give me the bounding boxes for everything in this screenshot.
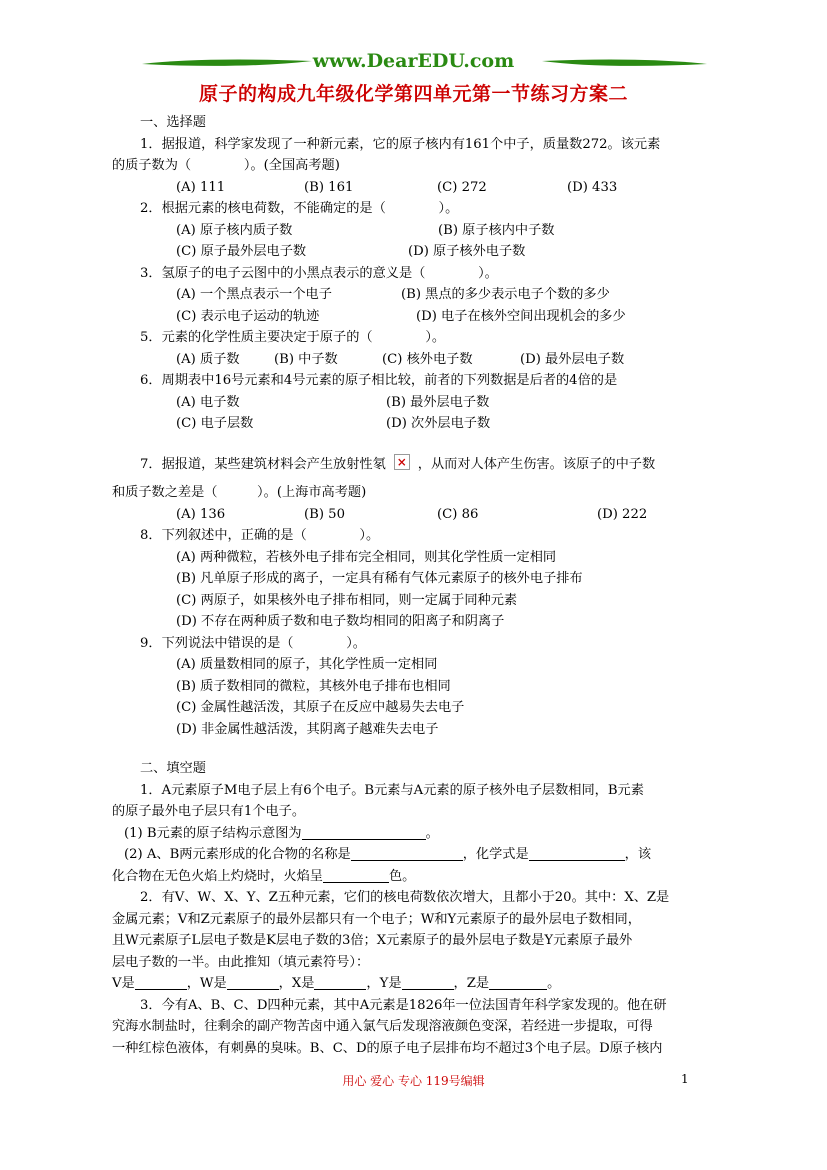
q7-line1 bbox=[140, 454, 715, 476]
q5-stem: 5．元素的化学性质主要决定于原子的（ ）。 bbox=[140, 330, 446, 345]
q3-options-row1 bbox=[140, 284, 715, 306]
q5-option-b: (B) 中子数 bbox=[274, 351, 338, 367]
q8-option-d: (D) 不存在两种质子数和电子数均相同的阳离子和阴离子 bbox=[176, 614, 505, 629]
p2-fill-z-label: ，Z是 bbox=[453, 976, 490, 991]
q5-option-c: (C) 核外电子数 bbox=[382, 351, 473, 367]
q2-option-b: (B) 原子核内中子数 bbox=[438, 222, 555, 238]
q8-option-c: (C) 两原子，如果核外电子排布相同，则一定属于同种元素 bbox=[176, 592, 518, 608]
q9-option-b: (B) 质子数相同的微粒，其核外电子排布也相同 bbox=[176, 678, 451, 694]
section-heading-choice: 一、选择题 bbox=[140, 115, 206, 130]
q1-option-a: (A) 111 bbox=[176, 179, 226, 195]
q7-option-a: (A) 136 bbox=[176, 506, 226, 522]
p1-sub2-mid: ，化学式是 bbox=[462, 847, 529, 862]
p2-fill-v-blank[interactable] bbox=[135, 974, 187, 990]
q1-line1: 1．据报道，科学家发现了一种新元素，它的原子核内有161个中子，质量数272。该元素 bbox=[140, 136, 661, 152]
right-swoosh-decoration bbox=[542, 55, 707, 69]
q6-option-c: (C) 电子层数 bbox=[176, 416, 254, 431]
q7-line2: 和质子数之差是（ ）。(上海市高考题) bbox=[112, 485, 367, 500]
q6-option-a: (A) 电子数 bbox=[176, 394, 240, 410]
q7-line1-start: 7．据报道，某些建筑材料会产生放射性氡 bbox=[140, 456, 386, 472]
q2-options-row1 bbox=[140, 220, 715, 242]
q8-stem: 8．下列叙述中，正确的是（ ）。 bbox=[140, 528, 380, 543]
q7-option-d: (D) 222 bbox=[597, 506, 648, 522]
q1-option-d: (D) 433 bbox=[567, 179, 618, 195]
p1-line2: 的原子最外电子层只有1个电子。 bbox=[112, 804, 306, 819]
p2-line3: 且W元素原子L层电子数是K层电子数的3倍；X元素原子的最外层电子数是Y元素原子最外 bbox=[112, 933, 633, 948]
p2-fill-z-blank[interactable] bbox=[489, 974, 547, 990]
p1-sub1-end: 。 bbox=[425, 825, 439, 841]
p2-line1: 2．有V、W、X、Y、Z五种元素，它们的核电荷数依次增大，且都小于20。其中：X、Z是 bbox=[140, 890, 670, 905]
p2-fill-y-blank[interactable] bbox=[402, 974, 454, 990]
q2-option-c: (C) 原子最外层电子数 bbox=[176, 244, 307, 259]
q1-option-c: (C) 272 bbox=[437, 179, 487, 195]
q3-options-row2 bbox=[140, 306, 715, 328]
p2-fill-y-label: ，Y是 bbox=[366, 976, 402, 991]
p1-line1: 1．A元素原子M电子层上有6个电子。B元素与A元素的原子核外电子层数相同，B元素 bbox=[140, 782, 644, 798]
p3-line3: 一种红棕色液体，有刺鼻的臭味。B、C、D的原子电子层排布均不超过3个电子层。D原子核内 bbox=[112, 1040, 663, 1056]
q7-line1-end: ，从而对人体产生伤害。该原子的中子数 bbox=[417, 456, 656, 472]
q9-option-c: (C) 金属性越活泼，其原子在反应中越易失去电子 bbox=[176, 700, 465, 715]
p1-sub2-blank-formula[interactable] bbox=[529, 845, 625, 861]
q9-option-a: (A) 质量数相同的原子，其化学性质一定相同 bbox=[176, 657, 438, 672]
q8-option-b: (B) 凡单原子形成的离子，一定具有稀有气体元素原子的核外电子排布 bbox=[176, 571, 583, 586]
q5-option-d: (D) 最外层电子数 bbox=[520, 351, 625, 367]
p2-line2: 金属元素；V和Z元素原子的最外层都只有一个电子；W和Y元素原子的最外层电子数相同， bbox=[112, 911, 641, 927]
p1-sub2-text: (2) A、B两元素形成的化合物的名称是 bbox=[124, 847, 351, 862]
p2-fill-end: 。 bbox=[547, 976, 561, 991]
p2-line4: 层电子数的一半。由此推知（填元素符号）： bbox=[112, 954, 370, 970]
p1-sub3-text: 化合物在无色火焰上灼烧时，火焰呈 bbox=[112, 868, 323, 884]
q9-option-d: (D) 非金属性越活泼，其阴离子越难失去电子 bbox=[176, 721, 439, 737]
p2-fill-x-blank[interactable] bbox=[314, 974, 366, 990]
page-number: 1 bbox=[681, 1072, 689, 1086]
q6-stem: 6．周期表中16号元素和4号元素的原子相比较，前者的下列数据是后者的4倍的是 bbox=[140, 373, 618, 388]
q3-option-c: (C) 表示电子运动的轨迹 bbox=[176, 308, 320, 324]
q2-stem: 2．根据元素的核电荷数，不能确定的是（ ）。 bbox=[140, 201, 459, 216]
page-footer: 用心 爱心 专心 119号编辑 bbox=[342, 1074, 485, 1088]
q2-options-row2 bbox=[140, 241, 715, 263]
p2-fill-w-blank[interactable] bbox=[227, 974, 279, 990]
p1-sub1 bbox=[124, 823, 715, 845]
p1-sub3-blank[interactable] bbox=[323, 867, 389, 883]
q3-option-a: (A) 一个黑点表示一个电子 bbox=[176, 287, 332, 302]
site-header bbox=[120, 50, 707, 76]
q8-option-a: (A) 两种微粒，若核外电子排布完全相同，则其化学性质一定相同 bbox=[176, 549, 557, 565]
p1-sub3-end: 色。 bbox=[389, 868, 416, 884]
p1-sub1-text: (1) B元素的原子结构示意图为 bbox=[124, 825, 302, 841]
broken-image-icon bbox=[394, 454, 410, 470]
document-body bbox=[112, 112, 715, 1059]
q1-line2: 的质子数为（ ）。(全国高考题) bbox=[112, 158, 340, 173]
q7-option-c: (C) 86 bbox=[437, 506, 479, 522]
site-logo-text: www.DearEDU.com bbox=[312, 50, 515, 72]
q2-option-d: (D) 原子核外电子数 bbox=[408, 244, 526, 259]
q5-option-a: (A) 质子数 bbox=[176, 351, 240, 367]
p2-fill-row bbox=[112, 973, 715, 995]
p1-sub1-blank[interactable] bbox=[302, 824, 426, 840]
q2-option-a: (A) 原子核内质子数 bbox=[176, 222, 293, 238]
p1-sub2-end: ，该 bbox=[624, 847, 652, 862]
q3-stem: 3．氢原子的电子云图中的小黑点表示的意义是（ ）。 bbox=[140, 265, 498, 281]
p1-sub2 bbox=[124, 844, 715, 866]
q6-option-d: (D) 次外层电子数 bbox=[386, 416, 491, 431]
q9-stem: 9．下列说法中错误的是（ ）。 bbox=[140, 635, 366, 651]
p2-fill-x-label: ，X是 bbox=[278, 976, 315, 991]
q7-option-b: (B) 50 bbox=[304, 506, 345, 522]
p2-fill-w-label: ，W是 bbox=[186, 976, 227, 991]
q3-option-b: (B) 黑点的多少表示电子个数的多少 bbox=[401, 287, 610, 302]
q1-option-b: (B) 161 bbox=[304, 179, 354, 195]
page-title: 原子的构成九年级化学第四单元第一节练习方案二 bbox=[198, 83, 628, 105]
q6-options-row1 bbox=[140, 392, 715, 414]
q5-options bbox=[140, 349, 715, 371]
q3-option-d: (D) 电子在核外空间出现机会的多少 bbox=[416, 308, 626, 324]
q6-option-b: (B) 最外层电子数 bbox=[386, 394, 490, 410]
section-heading-fill: 二、填空题 bbox=[140, 761, 206, 776]
p2-fill-v-label: V是 bbox=[112, 976, 135, 991]
q1-options bbox=[140, 177, 715, 199]
p1-sub2-blank-name[interactable] bbox=[351, 845, 463, 861]
q7-options bbox=[140, 504, 715, 526]
p3-line1: 3．今有A、B、C、D四种元素，其中A元素是1826年一位法国青年科学家发现的。他在研 bbox=[140, 997, 667, 1013]
p1-sub3 bbox=[112, 866, 715, 888]
q6-options-row2 bbox=[140, 413, 715, 435]
p3-line2: 究海水制盐时，往剩余的副产物苦卤中通入氯气后发现溶液颜色变深，若经进一步提取，可得 bbox=[112, 1019, 653, 1034]
